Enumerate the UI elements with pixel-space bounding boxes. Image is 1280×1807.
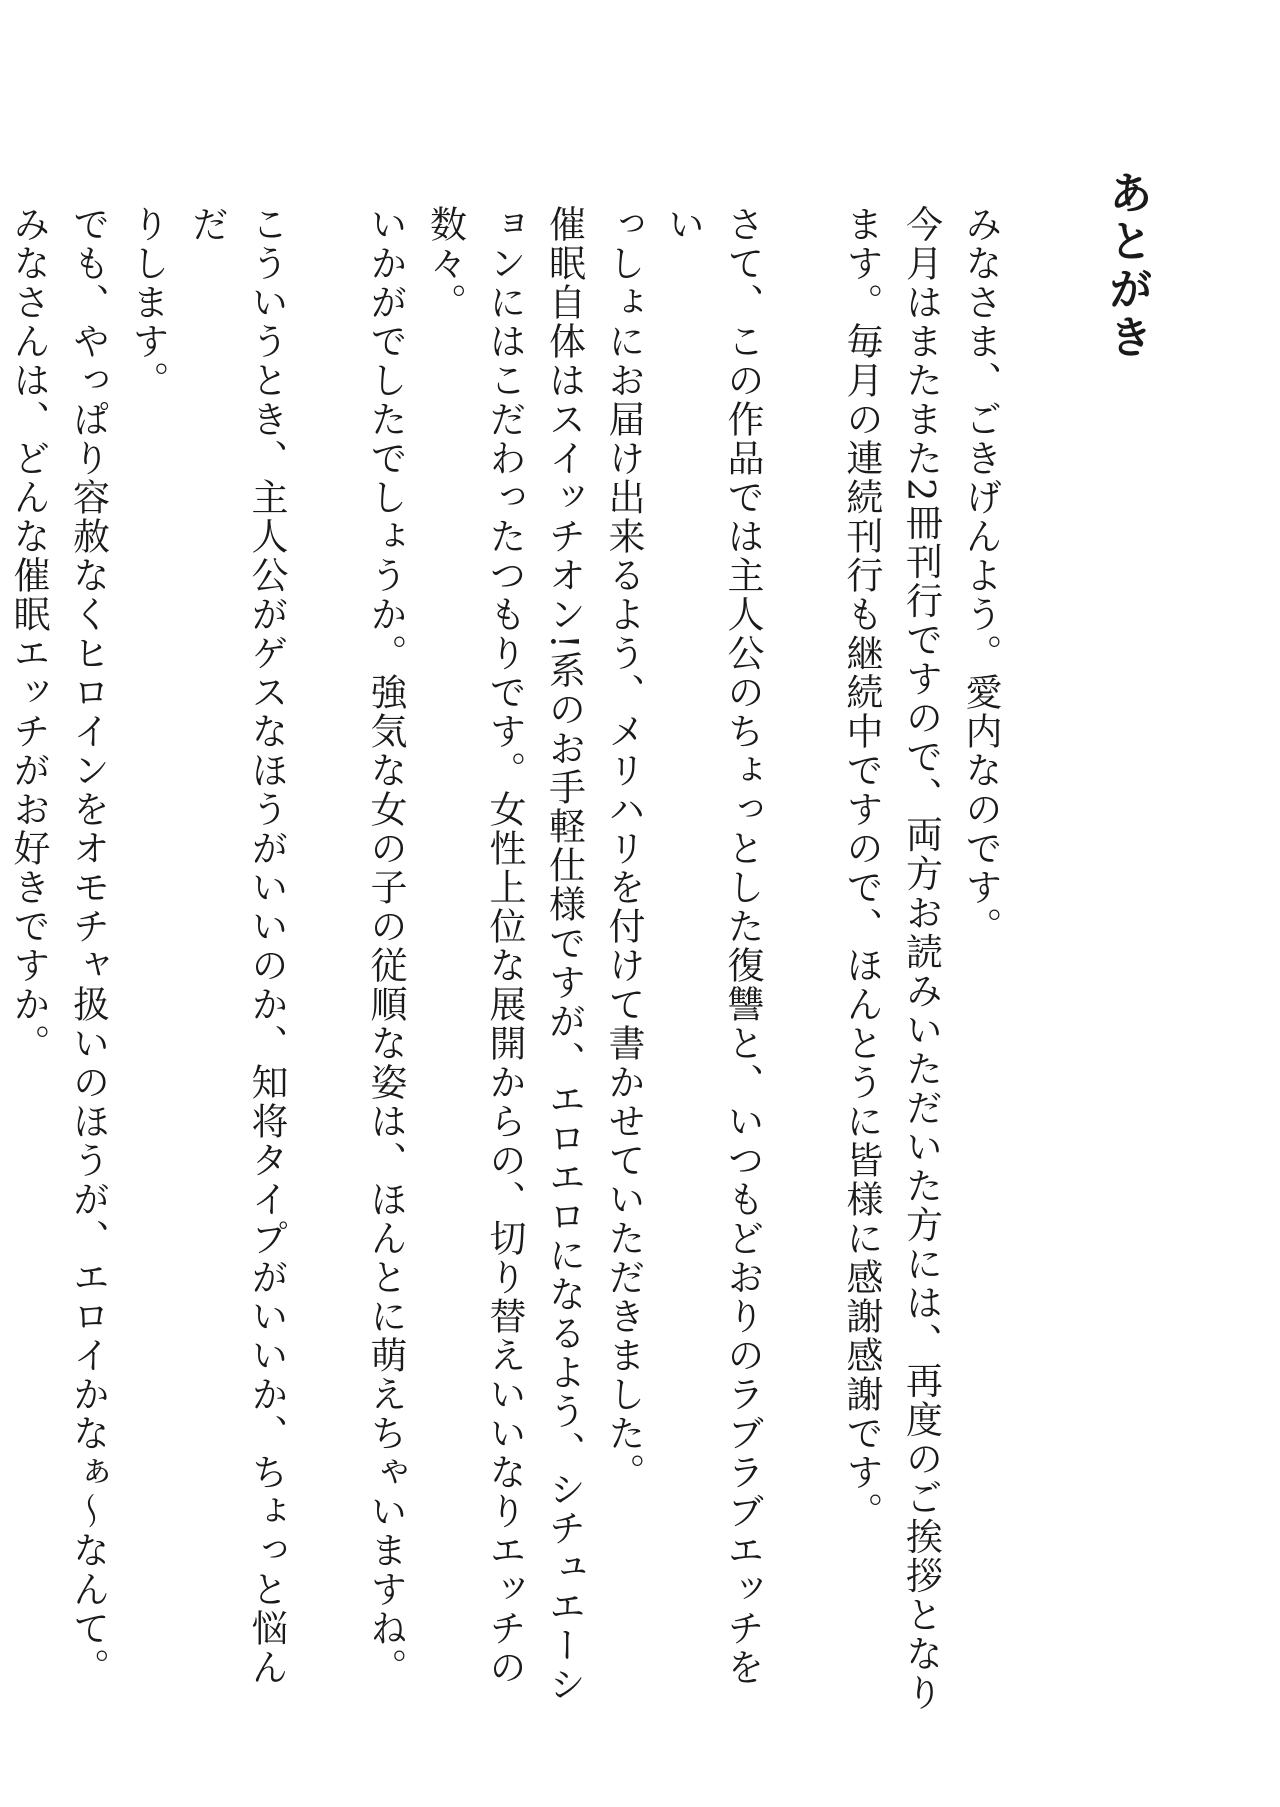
paragraph: 催眠自体はスイッチオン!系のお手軽仕様ですが、エロエロになるよう、シチュエーシ ョンにはこだわったつもりです。女性上位な展開からの、切り替えいいなりエッチの数々。 いかがでしたでしょうか。強気な女の子の従順な姿は、ほんとに萌えちゃいますね。 [364, 205, 586, 1704]
afterword-body [7, 205, 1010, 1725]
paragraph-gap [296, 205, 356, 1725]
paragraph: 今月はまたまた2冊刊行ですので、両方お読みいただいた方には、再度のご挨拶となり ます。毎月の連続刊行も継続中ですので、ほんとうに皆様に感謝感謝です。 [840, 205, 943, 1713]
paragraph: さて、この作品では主人公のちょっとした復讐と、いつもどおりのラブラブエッチをい っしょにお届け出来るよう、メリハリを付けて書かせていただきました。 [602, 205, 764, 1687]
paragraph-gap [772, 205, 832, 1725]
page-title: あとがき [1101, 170, 1152, 362]
paragraph: でも、やっぱり容赦なくヒロインをオモチャ扱いのほうが、エロイかなぁ〜なんて。 [66, 205, 110, 1687]
paragraph: みなさんは、どんな催眠エッチがお好きですか。 [7, 205, 50, 1063]
paragraph: こういうとき、主人公がゲスなほうがいいのか、知将タイプがいいか、ちょっと悩んだ りします。 [126, 205, 288, 1687]
paragraph: みなさま、ごきげんよう。愛内なのです。 [959, 205, 1002, 946]
